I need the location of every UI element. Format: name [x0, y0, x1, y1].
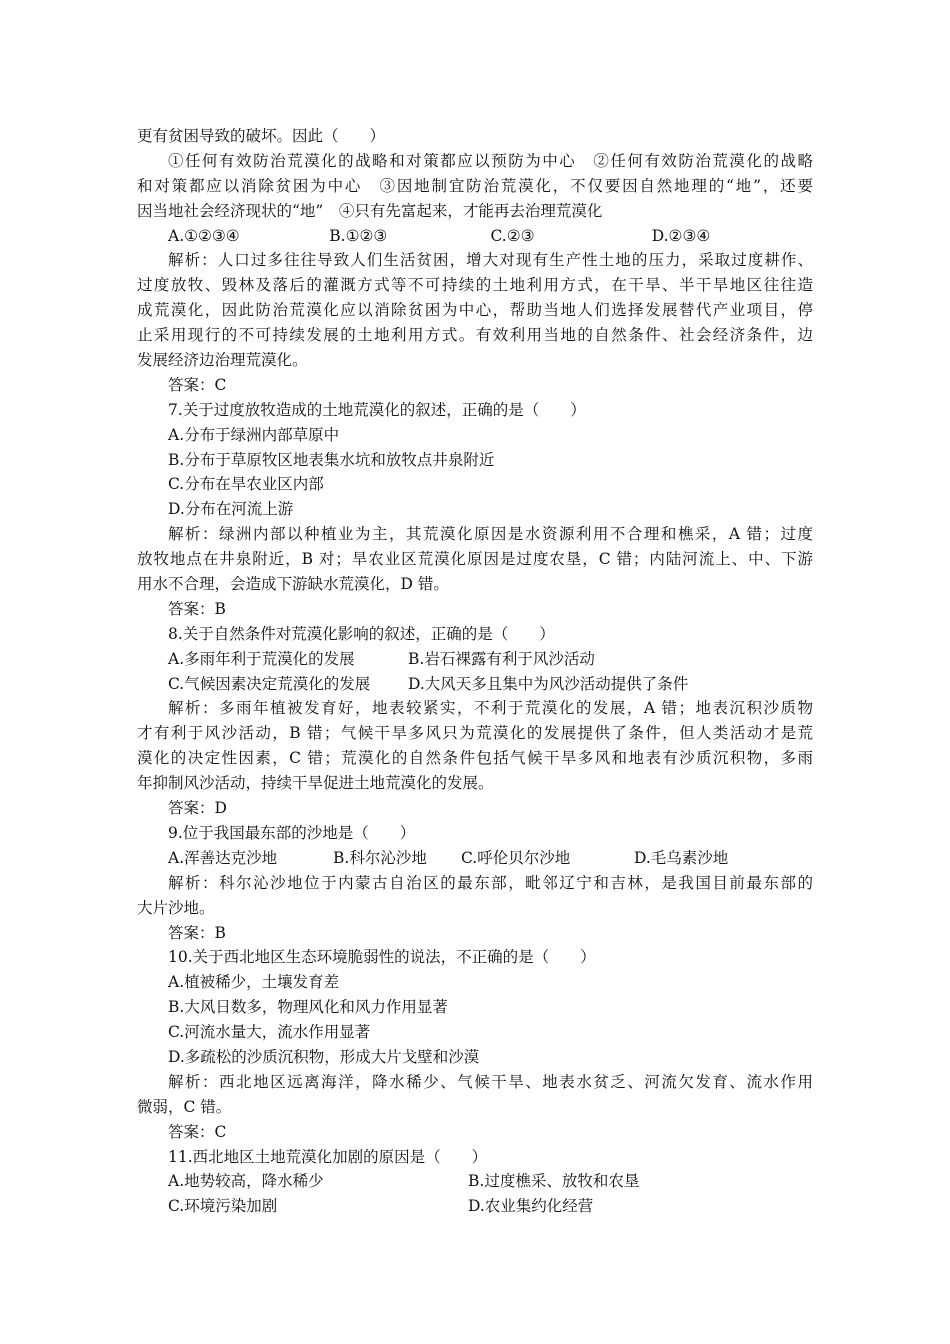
- q7-answer: 答案：B: [168, 599, 226, 618]
- q7-analysis-line: 放牧地点在井泉附近，B 对；旱农业区荒漠化原因是过度农垦，C 错；内陆河流上、中、下游: [137, 550, 813, 569]
- q9-analysis-line: 大片沙地。: [137, 898, 215, 917]
- q7-analysis-line: 用水不合理，会造成下游缺水荒漠化，D 错。: [137, 575, 449, 594]
- q8-analysis-line: 年抑制风沙活动，持续干旱促进土地荒漠化的发展。: [137, 774, 494, 793]
- q10-answer: 答案：C: [168, 1122, 227, 1141]
- q6-statement-line: 因当地社会经济现状的“地” ④只有先富起来，才能再去治理荒漠化: [137, 201, 603, 220]
- q6-stem-tail: 更有贫困导致的破坏。因此（ ）: [137, 127, 386, 145]
- q6-analysis-line: 发展经济边治理荒漠化。: [137, 351, 308, 370]
- q7-option-b: B.分布于草原牧区地表集水坑和放牧点井泉附近: [168, 450, 495, 469]
- q8-option-d: D.大风天多且集中为风沙活动提供了条件: [408, 674, 689, 693]
- q6-statement-line: 和对策都应以消除贫困为中心 ③因地制宜防治荒漠化，不仅要因自然地理的“地”，还要: [137, 176, 813, 195]
- q8-option-a: A.多雨年利于荒漠化的发展: [168, 649, 355, 668]
- q9-option-d: D.毛乌素沙地: [634, 848, 729, 867]
- q6-analysis-line: 解析：人口过多往往导致人们生活贫困，增大对现有生产性土地的压力，采取过度耕作、: [168, 251, 813, 270]
- q9-answer: 答案：B: [168, 923, 226, 942]
- q8-option-b: B.岩石裸露有利于风沙活动: [408, 649, 595, 668]
- q7-option-c: C.分布在旱农业区内部: [168, 475, 324, 494]
- q10-option-c: C.河流水量大，流水作用显著: [168, 1023, 371, 1042]
- q10-stem: 10.关于西北地区生态环境脆弱性的说法，不正确的是（ ）: [168, 948, 596, 967]
- q7-stem: 7.关于过度放牧造成的土地荒漠化的叙述，正确的是（ ）: [168, 400, 586, 419]
- q10-analysis-line: 解析：西北地区远离海洋，降水稀少、气候干旱、地表水贫乏、河流欠发育、流水作用: [168, 1072, 813, 1091]
- q6-options: [137, 224, 813, 249]
- q6-statement-line: ①任何有效防治荒漠化的战略和对策都应以预防为中心 ②任何有效防治荒漠化的战略: [168, 151, 813, 170]
- q7-analysis-line: 解析：绿洲内部以种植业为主，其荒漠化原因是水资源利用不合理和樵采，A 错；过度: [168, 525, 813, 544]
- q8-answer: 答案：D: [168, 799, 227, 818]
- q8-analysis-line: 才有利于风沙活动，B 错；气候干旱多风只为荒漠化的发展提供了条件，但人类活动才是荒: [137, 724, 813, 743]
- q6-option-c: C.②③: [490, 226, 535, 245]
- q9-stem: 9.位于我国最东部的沙地是（ ）: [168, 823, 416, 842]
- q10-analysis-line: 微弱，C 错。: [137, 1097, 232, 1116]
- q8-options-row: [137, 672, 813, 697]
- q6-answer: 答案：C: [168, 375, 227, 394]
- q8-option-c: C.气候因素决定荒漠化的发展: [168, 674, 371, 693]
- q11-option-b: B.过度樵采、放牧和农垦: [468, 1172, 640, 1191]
- q9-options: [137, 846, 813, 871]
- q11-option-d: D.农业集约化经营: [468, 1197, 594, 1216]
- q6-option-b: B.①②③: [329, 226, 388, 245]
- q6-analysis-line: 过度放牧、毁林及落后的灌溉方式等不可持续的土地利用方式，在干旱、半干旱地区往往造: [137, 276, 813, 295]
- q7-option-a: A.分布于绿洲内部草原中: [168, 425, 340, 444]
- q6-analysis-line: 止采用现行的不可持续发展的土地利用方式。有效利用当地的自然条件、社会经济条件，边: [137, 326, 813, 345]
- q9-analysis-line: 解析：科尔沁沙地位于内蒙古自治区的最东部，毗邻辽宁和吉林，是我国目前最东部的: [168, 873, 813, 892]
- q6-option-d: D.②③④: [651, 226, 711, 245]
- q10-option-b: B.大风日数多，物理风化和风力作用显著: [168, 998, 448, 1017]
- q6-option-a: A.①②③④: [168, 226, 240, 245]
- q6-analysis-line: 成荒漠化，因此防治荒漠化应以消除贫困为中心，帮助当地人们选择发展替代产业项目，停: [137, 301, 813, 320]
- q9-option-c: C.呼伦贝尔沙地: [461, 848, 571, 867]
- q9-option-a: A.浑善达克沙地: [168, 848, 278, 867]
- q11-option-c: C.环境污染加剧: [168, 1197, 278, 1216]
- q11-stem: 11.西北地区土地荒漠化加剧的原因是（ ）: [168, 1147, 488, 1166]
- q10-option-d: D.多疏松的沙质沉积物，形成大片戈壁和沙漠: [168, 1047, 480, 1066]
- document-body: [137, 124, 813, 1219]
- q8-analysis-line: 漠化的决定性因素，C 错；荒漠化的自然条件包括气候干旱多风和地表有沙质沉积物，多雨: [137, 749, 813, 768]
- q11-option-a: A.地势较高，降水稀少: [168, 1172, 324, 1191]
- q11-options-row: [137, 1169, 813, 1194]
- q8-stem: 8.关于自然条件对荒漠化影响的叙述，正确的是（ ）: [168, 624, 555, 643]
- q9-option-b: B.科尔沁沙地: [333, 848, 427, 867]
- q8-options-row: [137, 647, 813, 672]
- q8-analysis-line: 解析：多雨年植被发育好，地表较紧实，不利于荒漠化的发展，A 错；地表沉积沙质物: [168, 699, 813, 718]
- q10-option-a: A.植被稀少，土壤发育差: [168, 973, 340, 992]
- q7-option-d: D.分布在河流上游: [168, 500, 294, 519]
- q11-options-row: [137, 1194, 813, 1219]
